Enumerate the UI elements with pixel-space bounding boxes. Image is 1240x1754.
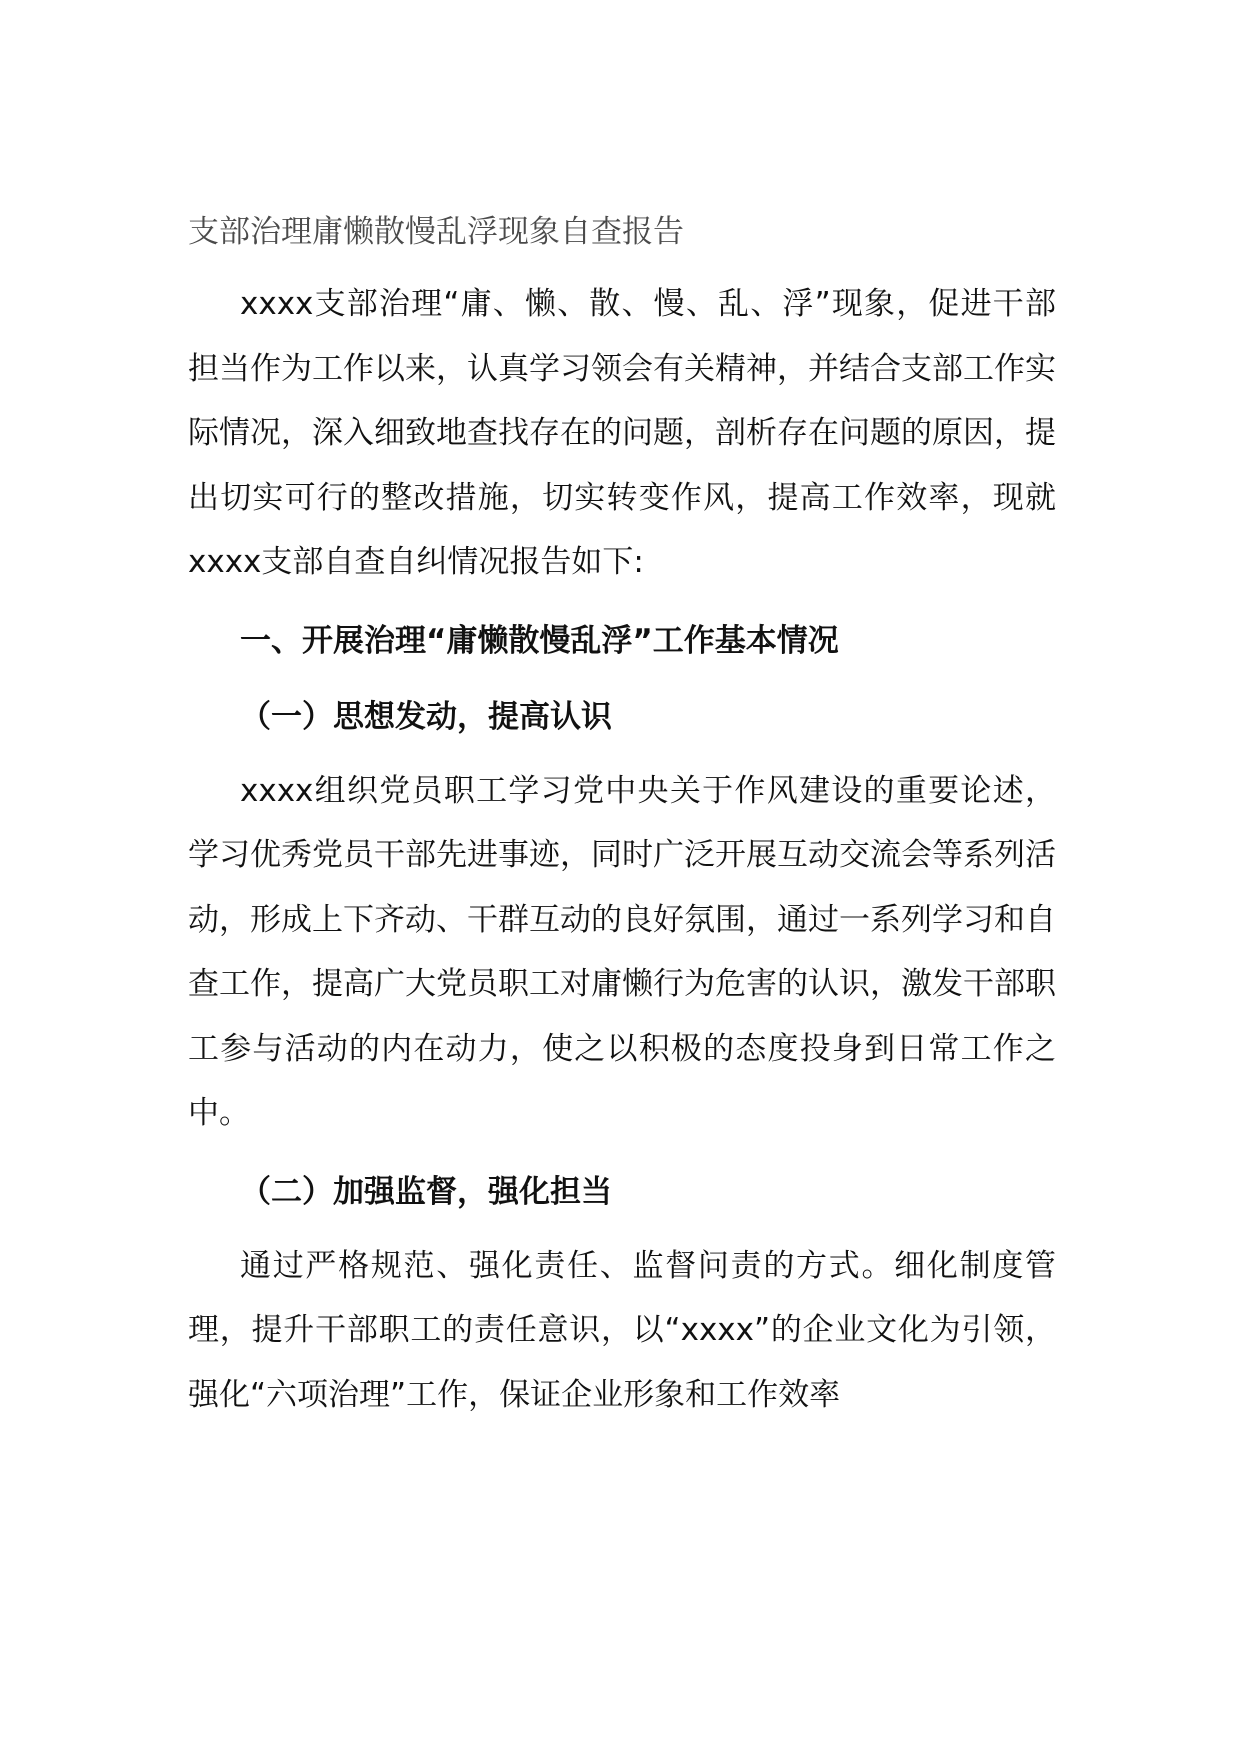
section-heading: 一、开展治理“庸懒散慢乱浮”工作基本情况 — [240, 622, 839, 659]
subsection-2-paragraph: 通过严格规范、强化责任、监督问责的方式。细化制度管理，提升干部职工的责任意识，以“xxxx”的企业文化为引领，强化“六项治理”工作，保证企业形象和工作效率 — [188, 1247, 1056, 1413]
subsection-heading-1: （一）思想发动，提高认识 — [240, 698, 612, 735]
document-title: 支部治理庸懒散慢乱浮现象自查报告 — [188, 214, 684, 250]
subsection-heading-2: （二）加强监督，强化担当 — [240, 1173, 612, 1210]
subsection-1-paragraph: xxxx组织党员职工学习党中央关于作风建设的重要论述，学习优秀党员干部先进事迹，同时广泛开展互动交流会等系列活动，形成上下齐动、干群互动的良好氛围，通过一系列学习和自查工作，提高广大党员职工对庸懒行为危害的认识，激发干部职工参与活动的内在动力，使之以积极的态度投身到日常工作之中。 — [188, 772, 1056, 1131]
document-content — [188, 200, 1056, 1427]
intro-paragraph: xxxx支部治理“庸、懒、散、慢、乱、浮”现象，促进干部担当作为工作以来，认真学习领会有关精神，并结合支部工作实际情况，深入细致地查找存在的问题，剖析存在问题的原因，提出切实可行的整改措施，切实转变作风，提高工作效率，现就xxxx支部自查自纠情况报告如下: — [188, 286, 1056, 580]
